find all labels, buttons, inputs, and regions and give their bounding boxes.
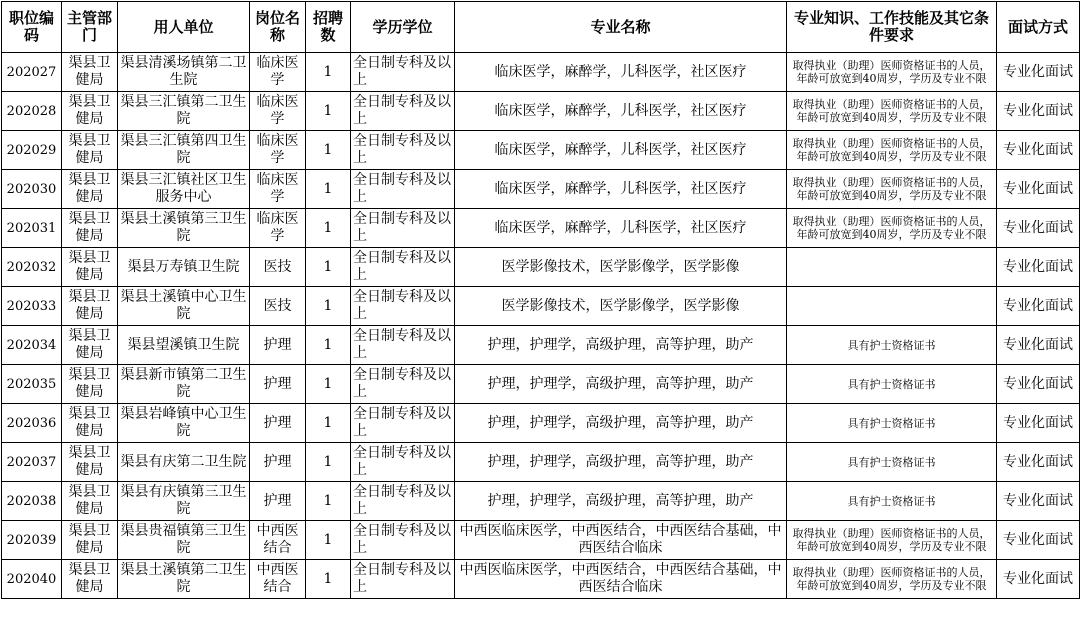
cell-dept: 渠县卫健局 [62,131,118,170]
cell-unit: 渠县三汇镇社区卫生服务中心 [118,170,250,209]
cell-post: 医技 [250,287,306,326]
cell-req-text: 取得执业（助理）医师资格证书的人员，年龄可放宽到40周岁，学历及专业不限 [792,59,991,85]
cell-post: 护理 [250,404,306,443]
cell-major: 临床医学，麻醉学，儿科医学，社区医疗 [455,170,787,209]
cell-major: 临床医学，麻醉学，儿科医学，社区医疗 [455,92,787,131]
cell-req-text: 取得执业（助理）医师资格证书的人员，年龄可放宽到40周岁，学历及专业不限 [792,215,991,241]
header-post: 岗位名称 [250,2,306,53]
cell-req-text: 具有护士资格证书 [847,455,936,469]
cell-code: 202027 [2,53,62,92]
cell-edu: 全日制专科及以上 [351,170,455,209]
cell-post: 临床医学 [250,170,306,209]
cell-req-text: 取得执业（助理）医师资格证书的人员，年龄可放宽到40周岁，学历及专业不限 [792,566,991,592]
cell-count: 1 [306,560,351,599]
cell-count: 1 [306,365,351,404]
cell-interview: 专业化面试 [997,521,1080,560]
cell-unit: 渠县清溪场镇第二卫生院 [118,53,250,92]
cell-count: 1 [306,131,351,170]
cell-interview: 专业化面试 [997,443,1080,482]
cell-edu: 全日制专科及以上 [351,92,455,131]
cell-edu: 全日制专科及以上 [351,287,455,326]
cell-count: 1 [306,92,351,131]
cell-unit: 渠县有庆第二卫生院 [118,443,250,482]
cell-interview: 专业化面试 [997,482,1080,521]
cell-unit: 渠县三汇镇第四卫生院 [118,131,250,170]
cell-code: 202030 [2,170,62,209]
cell-edu: 全日制专科及以上 [351,482,455,521]
cell-count: 1 [306,521,351,560]
cell-unit: 渠县望溪镇卫生院 [118,326,250,365]
header-row [2,2,1080,53]
cell-major: 护理，护理学，高级护理，高等护理，助产 [455,326,787,365]
cell-major: 中西医临床医学，中西医结合，中西医结合基础，中西医结合临床 [455,521,787,560]
cell-edu: 全日制专科及以上 [351,560,455,599]
cell-post: 护理 [250,365,306,404]
table-row [2,404,1080,443]
cell-dept: 渠县卫健局 [62,287,118,326]
table-row [2,248,1080,287]
cell-req [787,521,997,560]
cell-count: 1 [306,404,351,443]
cell-code: 202039 [2,521,62,560]
cell-code: 202034 [2,326,62,365]
cell-req [787,404,997,443]
table-row [2,170,1080,209]
cell-post: 临床医学 [250,131,306,170]
cell-edu: 全日制专科及以上 [351,404,455,443]
cell-req [787,131,997,170]
header-edu: 学历学位 [351,2,455,53]
cell-post: 医技 [250,248,306,287]
header-interview: 面试方式 [997,2,1080,53]
cell-post: 临床医学 [250,209,306,248]
cell-interview: 专业化面试 [997,365,1080,404]
cell-req-text: 取得执业（助理）医师资格证书的人员，年龄可放宽到40周岁，学历及专业不限 [792,527,991,553]
header-count: 招聘数 [306,2,351,53]
cell-major: 临床医学，麻醉学，儿科医学，社区医疗 [455,131,787,170]
table-row [2,482,1080,521]
cell-edu: 全日制专科及以上 [351,521,455,560]
cell-interview: 专业化面试 [997,326,1080,365]
cell-major: 医学影像技术，医学影像学，医学影像 [455,248,787,287]
cell-req-text: 具有护士资格证书 [847,338,936,352]
cell-dept: 渠县卫健局 [62,92,118,131]
cell-code: 202033 [2,287,62,326]
cell-unit: 渠县岩峰镇中心卫生院 [118,404,250,443]
cell-code: 202037 [2,443,62,482]
cell-post: 中西医结合 [250,560,306,599]
cell-req [787,170,997,209]
cell-req [787,482,997,521]
cell-interview: 专业化面试 [997,53,1080,92]
cell-major: 护理，护理学，高级护理，高等护理，助产 [455,482,787,521]
cell-post: 临床医学 [250,53,306,92]
cell-edu: 全日制专科及以上 [351,443,455,482]
cell-dept: 渠县卫健局 [62,326,118,365]
table-row [2,560,1080,599]
cell-req [787,443,997,482]
cell-req [787,365,997,404]
cell-interview: 专业化面试 [997,404,1080,443]
cell-unit: 渠县土溪镇第三卫生院 [118,209,250,248]
cell-edu: 全日制专科及以上 [351,248,455,287]
cell-count: 1 [306,326,351,365]
header-req: 专业知识、工作技能及其它条件要求 [787,2,997,53]
cell-edu: 全日制专科及以上 [351,131,455,170]
cell-major: 临床医学，麻醉学，儿科医学，社区医疗 [455,53,787,92]
cell-post: 护理 [250,326,306,365]
cell-count: 1 [306,53,351,92]
cell-post: 护理 [250,443,306,482]
cell-req [787,209,997,248]
cell-edu: 全日制专科及以上 [351,326,455,365]
cell-count: 1 [306,209,351,248]
cell-dept: 渠县卫健局 [62,170,118,209]
table-row [2,287,1080,326]
cell-code: 202031 [2,209,62,248]
cell-req-text: 具有护士资格证书 [847,377,936,391]
cell-dept: 渠县卫健局 [62,443,118,482]
table-row [2,326,1080,365]
cell-unit: 渠县土溪镇第二卫生院 [118,560,250,599]
cell-interview: 专业化面试 [997,131,1080,170]
cell-edu: 全日制专科及以上 [351,365,455,404]
table-row [2,365,1080,404]
table-row [2,209,1080,248]
cell-req-text: 取得执业（助理）医师资格证书的人员，年龄可放宽到40周岁，学历及专业不限 [792,137,991,163]
cell-edu: 全日制专科及以上 [351,209,455,248]
table-row [2,53,1080,92]
cell-code: 202038 [2,482,62,521]
cell-dept: 渠县卫健局 [62,248,118,287]
cell-major: 临床医学，麻醉学，儿科医学，社区医疗 [455,209,787,248]
cell-count: 1 [306,287,351,326]
cell-unit: 渠县新市镇第二卫生院 [118,365,250,404]
cell-unit: 渠县三汇镇第二卫生院 [118,92,250,131]
cell-req [787,326,997,365]
cell-code: 202035 [2,365,62,404]
cell-interview: 专业化面试 [997,287,1080,326]
header-code: 职位编码 [2,2,62,53]
cell-req [787,560,997,599]
cell-post: 临床医学 [250,92,306,131]
cell-major: 护理，护理学，高级护理，高等护理，助产 [455,404,787,443]
cell-dept: 渠县卫健局 [62,209,118,248]
cell-req-text: 取得执业（助理）医师资格证书的人员，年龄可放宽到40周岁，学历及专业不限 [792,98,991,124]
table-row [2,521,1080,560]
cell-req [787,248,997,287]
cell-major: 护理，护理学，高级护理，高等护理，助产 [455,365,787,404]
cell-req-text: 取得执业（助理）医师资格证书的人员，年龄可放宽到40周岁，学历及专业不限 [792,176,991,202]
cell-dept: 渠县卫健局 [62,560,118,599]
cell-interview: 专业化面试 [997,560,1080,599]
recruitment-table-page [0,1,1080,617]
cell-code: 202040 [2,560,62,599]
cell-dept: 渠县卫健局 [62,482,118,521]
cell-code: 202036 [2,404,62,443]
cell-major: 中西医临床医学，中西医结合，中西医结合基础，中西医结合临床 [455,560,787,599]
table-row [2,131,1080,170]
header-dept: 主管部门 [62,2,118,53]
cell-req-text: 具有护士资格证书 [847,416,936,430]
cell-interview: 专业化面试 [997,209,1080,248]
cell-edu: 全日制专科及以上 [351,53,455,92]
recruitment-table [1,1,1080,599]
header-major: 专业名称 [455,2,787,53]
cell-post: 中西医结合 [250,521,306,560]
cell-major: 医学影像技术，医学影像学，医学影像 [455,287,787,326]
cell-unit: 渠县贵福镇第三卫生院 [118,521,250,560]
cell-code: 202032 [2,248,62,287]
cell-unit: 渠县万寿镇卫生院 [118,248,250,287]
cell-code: 202029 [2,131,62,170]
cell-major: 护理，护理学，高级护理，高等护理，助产 [455,443,787,482]
cell-unit: 渠县土溪镇中心卫生院 [118,287,250,326]
cell-dept: 渠县卫健局 [62,404,118,443]
cell-dept: 渠县卫健局 [62,365,118,404]
cell-req [787,92,997,131]
cell-dept: 渠县卫健局 [62,521,118,560]
cell-code: 202028 [2,92,62,131]
cell-req-text: 具有护士资格证书 [847,494,936,508]
header-unit: 用人单位 [118,2,250,53]
cell-interview: 专业化面试 [997,248,1080,287]
cell-req [787,287,997,326]
cell-post: 护理 [250,482,306,521]
table-row [2,92,1080,131]
cell-interview: 专业化面试 [997,170,1080,209]
cell-count: 1 [306,443,351,482]
cell-interview: 专业化面试 [997,92,1080,131]
cell-dept: 渠县卫健局 [62,53,118,92]
cell-unit: 渠县有庆镇第三卫生院 [118,482,250,521]
cell-count: 1 [306,248,351,287]
cell-count: 1 [306,482,351,521]
cell-count: 1 [306,170,351,209]
cell-req [787,53,997,92]
table-row [2,443,1080,482]
